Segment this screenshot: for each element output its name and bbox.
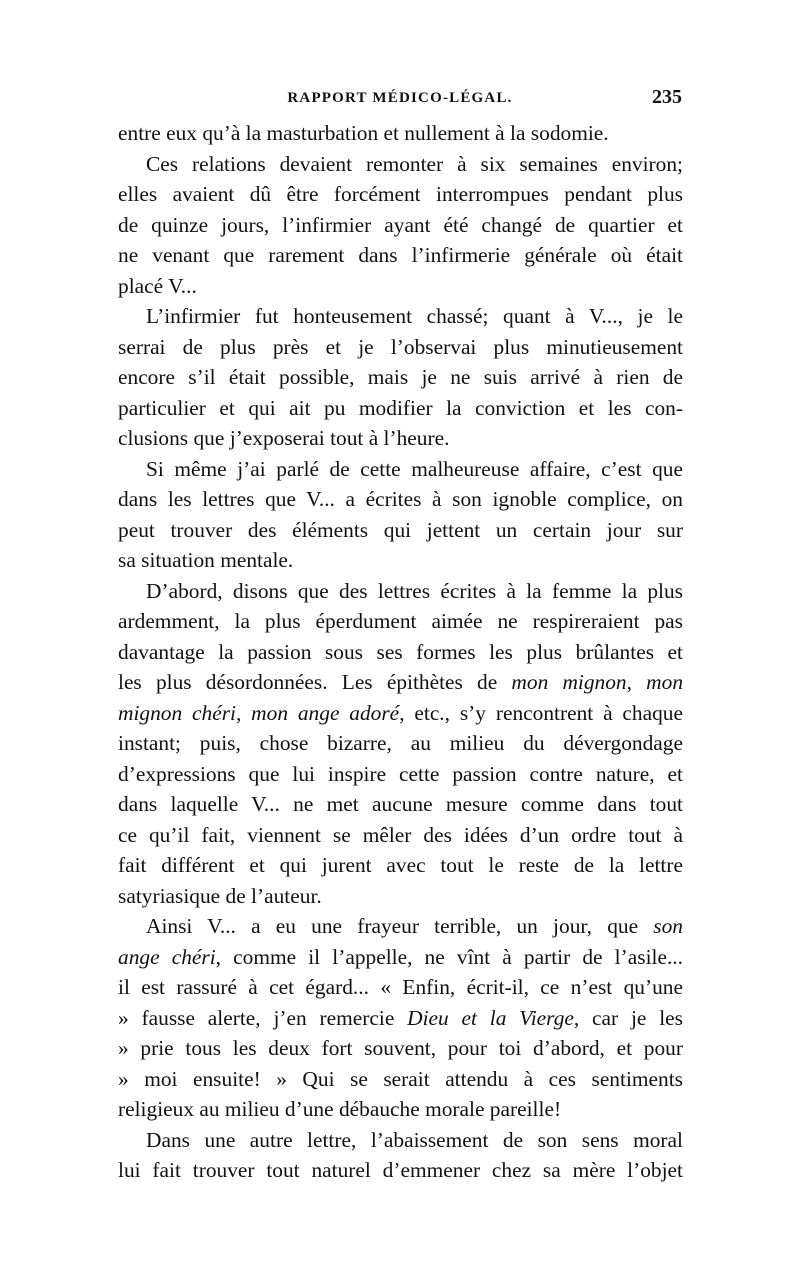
text-segment: , bbox=[235, 700, 252, 725]
text-line bbox=[118, 1003, 683, 1034]
text-segment: Ainsi V... a eu une frayeur terrible, un jour, que bbox=[146, 914, 654, 938]
running-title: RAPPORT MÉDICO-LÉGAL. bbox=[287, 90, 513, 106]
italic-text: ange chéri bbox=[118, 944, 216, 969]
text-line: satyriasique de l’auteur. bbox=[118, 883, 322, 908]
text-line: entre eux qu’à la masturbation et nullement à la sodomie. bbox=[118, 121, 609, 145]
page-header bbox=[118, 86, 682, 116]
text-line: religieux au milieu d’une débauche morale pareille! bbox=[118, 1097, 562, 1121]
text-line bbox=[118, 942, 683, 973]
text-line: fait différent et qui jurent avec tout le reste de la lettre bbox=[118, 853, 683, 877]
text-line bbox=[118, 698, 683, 729]
text-segment: , car je les bbox=[573, 1005, 683, 1030]
text-line: sa situation mentale. bbox=[118, 548, 294, 572]
text-line: serrai de plus près et je l’observai plus minutieusement bbox=[118, 334, 683, 359]
text-line: instant; puis, chose bizarre, au milieu du dévergondage bbox=[118, 731, 683, 755]
text-line: d’expressions que lui inspire cette passion contre nature, et bbox=[118, 761, 683, 786]
text-line: particulier et qui ait pu modifier la conviction et les con- bbox=[118, 395, 683, 420]
text-line: D’abord, disons que des lettres écrites à la femme la plus bbox=[146, 578, 683, 603]
text-line: L’infirmier fut honteusement chassé; quant à V..., je le bbox=[146, 304, 683, 328]
text-line: » moi ensuite! » Qui se serait attendu à ces sentiments bbox=[118, 1066, 683, 1091]
body-text bbox=[118, 118, 683, 1186]
text-line: Si même j’ai parlé de cette malheureuse affaire, c’est que bbox=[146, 456, 683, 481]
italic-text: mon mignon bbox=[511, 670, 627, 694]
page-number: 235 bbox=[652, 86, 682, 108]
text-segment: , comme il l’appelle, ne vînt à partir de l’asile... bbox=[215, 944, 683, 969]
text-line: il est rassuré à cet égard... « Enfin, écrit-il, ce n’est qu’une bbox=[118, 975, 683, 999]
text-line: davantage la passion sous ses formes les plus brûlantes et bbox=[118, 639, 683, 664]
text-line: ne venant que rarement dans l’infirmerie générale où était bbox=[118, 243, 683, 267]
italic-text: mon bbox=[646, 670, 684, 694]
text-line bbox=[118, 667, 683, 698]
text-line: de quinze jours, l’infirmier ayant été changé de quartier et bbox=[118, 212, 683, 237]
italic-text: son bbox=[653, 914, 683, 938]
italic-text: mon ange adoré bbox=[251, 700, 400, 725]
text-segment: , etc., s’y rencontrent à chaque bbox=[399, 700, 683, 725]
italic-text: mignon chéri bbox=[118, 700, 236, 725]
text-segment: les plus désordonnées. Les épithètes de bbox=[118, 670, 512, 694]
text-line: » prie tous les deux fort souvent, pour toi d’abord, et pour bbox=[118, 1036, 683, 1060]
text-line: placé V... bbox=[118, 273, 197, 298]
italic-text: Dieu et la Vierge bbox=[407, 1005, 574, 1030]
text-line: dans laquelle V... ne met aucune mesure comme dans tout bbox=[118, 792, 683, 816]
text-line: elles avaient dû être forcément interrompues pendant plus bbox=[118, 182, 683, 206]
text-segment: , bbox=[626, 670, 647, 694]
text-line: clusions que j’exposerai tout à l’heure. bbox=[118, 426, 450, 450]
text-line: encore s’il était possible, mais je ne suis arrivé à rien de bbox=[118, 365, 683, 389]
text-line: Ces relations devaient remonter à six semaines environ; bbox=[146, 151, 683, 176]
text-line: peut trouver des éléments qui jettent un certain jour sur bbox=[118, 517, 683, 542]
text-line: ardemment, la plus éperdument aimée ne respireraient pas bbox=[118, 609, 683, 633]
text-line: lui fait trouver tout naturel d’emmener chez sa mère l’objet bbox=[118, 1158, 683, 1182]
text-line: Dans une autre lettre, l’abaissement de son sens moral bbox=[146, 1127, 683, 1152]
text-segment: » fausse alerte, j’en remercie bbox=[118, 1005, 408, 1030]
text-line: dans les lettres que V... a écrites à son ignoble complice, on bbox=[118, 487, 683, 511]
text-line: ce qu’il fait, viennent se mêler des idées d’un ordre tout à bbox=[118, 822, 683, 847]
text-line bbox=[118, 911, 683, 942]
